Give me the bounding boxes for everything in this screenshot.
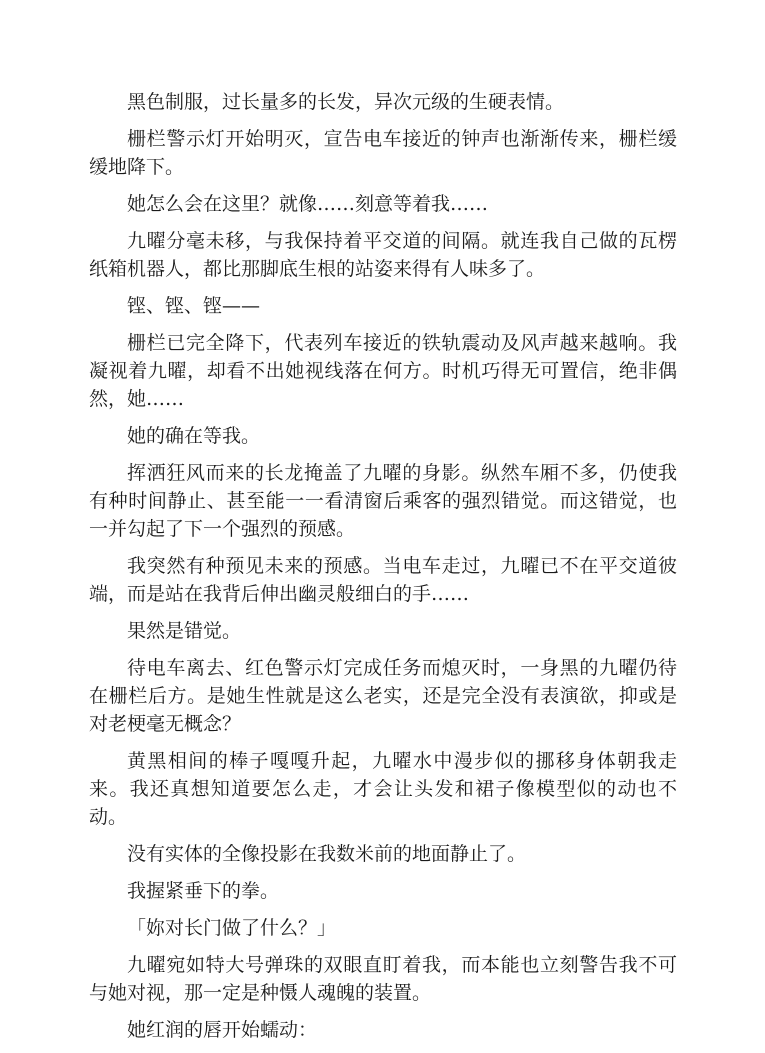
paragraph: 黑色制服，过长量多的长发，异次元级的生硬表情。 [127,91,565,113]
paragraph: 九曜宛如特大号弹珠的双眼直盯着我，而本能也立刻警告我不可与她对视，那一定是种慑人魂魄的装置。 [89,954,677,1004]
paragraph: 黄黑相间的棒子嘎嘎升起，九曜水中漫步似的挪移身体朝我走来。我还真想知道要怎么走，才会让头发和裙子像模型似的动也不动。 [89,750,677,828]
paragraph: 挥洒狂风而来的长龙掩盖了九曜的身影。纵然车厢不多，仍使我有种时间静止、甚至能一一看清窗后乘客的强烈错觉。而这错觉，也一并勾起了下一个强烈的预感。 [89,462,677,540]
paragraph: 没有实体的全像投影在我数米前的地面静止了。 [127,843,527,865]
paragraph: 铿、铿、铿—— [127,295,261,317]
paragraph: 我握紧垂下的拳。 [127,880,280,902]
paragraph: 她怎么会在这里？就像……刻意等着我…… [127,193,489,215]
paragraph: 九曜分毫未移，与我保持着平交道的间隔。就连我自己做的瓦楞纸箱机器人，都比那脚底生根的站姿来得有人味多了。 [89,230,677,280]
document-page [89,88,677,1053]
paragraph: 「妳对长门做了什么？」 [127,917,337,939]
paragraph: 她红润的唇开始蠕动： [127,1019,318,1041]
paragraph: 果然是错觉。 [127,620,242,642]
paragraph: 我突然有种预见未来的预感。当电车走过，九曜已不在平交道彼端，而是站在我背后伸出幽灵般细白的手…… [89,555,677,605]
paragraph: 待电车离去、红色警示灯完成任务而熄灭时，一身黑的九曜仍待在栅栏后方。是她生性就是这么老实，还是完全没有表演欲，抑或是对老梗毫无概念？ [89,657,677,735]
paragraph: 栅栏警示灯开始明灭，宣告电车接近的钟声也渐渐传来，栅栏缓缓地降下。 [89,128,677,178]
paragraph: 她的确在等我。 [127,425,261,447]
paragraph: 栅栏已完全降下，代表列车接近的铁轨震动及风声越来越响。我凝视着九曜，却看不出她视线落在何方。时机巧得无可置信，绝非偶然，她…… [89,332,677,410]
